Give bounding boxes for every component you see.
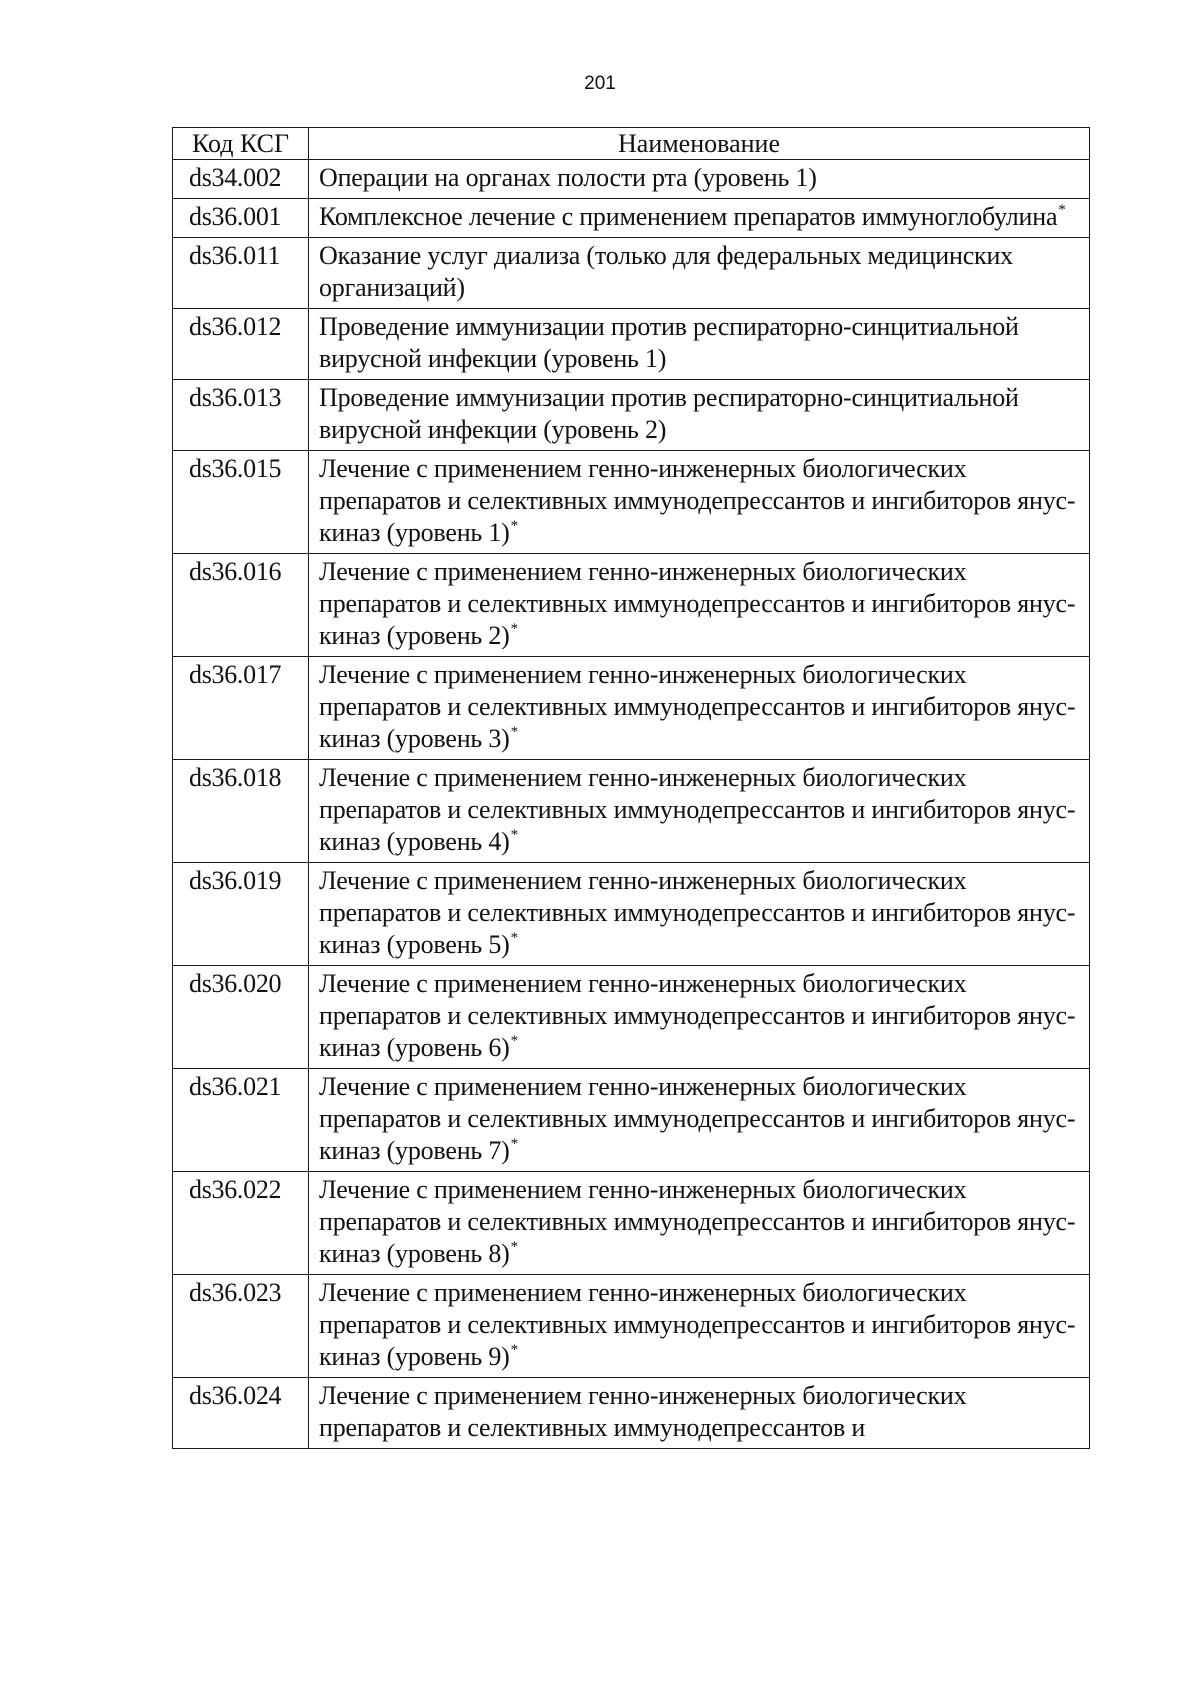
row-name-text: Лечение с применением генно-инженерных биологических препаратов и селективных иммунодепрессантов и ингибиторов янус-киназ (уровень 4) [319, 763, 1076, 856]
row-code: ds36.011 [173, 238, 309, 309]
table-row [173, 1172, 1090, 1275]
footnote-mark: * [1058, 202, 1066, 218]
table-row [173, 238, 1090, 309]
footnote-mark: * [510, 621, 518, 637]
column-header-name: Наименование [309, 128, 1090, 160]
table-row [173, 160, 1090, 199]
table-row [173, 380, 1090, 451]
table-row [173, 1275, 1090, 1378]
column-header-code: Код КСГ [173, 128, 309, 160]
footnote-mark: * [510, 1342, 518, 1358]
row-code: ds36.012 [173, 309, 309, 380]
row-name-text: Проведение иммунизации против респираторно-синцитиальной вирусной инфекции (уровень 2) [319, 383, 1019, 444]
table-row [173, 863, 1090, 966]
table-row [173, 309, 1090, 380]
row-code: ds36.023 [173, 1275, 309, 1378]
row-name [309, 966, 1090, 1069]
table-row [173, 451, 1090, 554]
row-name [309, 657, 1090, 760]
table-row [173, 554, 1090, 657]
row-name [309, 760, 1090, 863]
ksg-table [172, 127, 1090, 1449]
row-code: ds36.013 [173, 380, 309, 451]
row-name [309, 309, 1090, 380]
row-name [309, 1378, 1090, 1449]
row-code: ds36.017 [173, 657, 309, 760]
row-code: ds36.019 [173, 863, 309, 966]
footnote-mark: * [510, 930, 518, 946]
row-name-text: Лечение с применением генно-инженерных биологических препаратов и селективных иммунодепрессантов и ингибиторов янус-киназ (уровень 8) [319, 1175, 1076, 1268]
row-code: ds36.021 [173, 1069, 309, 1172]
table-row [173, 1378, 1090, 1449]
row-code: ds36.015 [173, 451, 309, 554]
row-code: ds36.024 [173, 1378, 309, 1449]
row-name-text: Лечение с применением генно-инженерных биологических препаратов и селективных иммунодепрессантов и ингибиторов янус-киназ (уровень 6) [319, 969, 1076, 1062]
row-name-text: Лечение с применением генно-инженерных биологических препаратов и селективных иммунодепрессантов и [319, 1381, 967, 1442]
row-name-text: Комплексное лечение с применением препаратов иммуноглобулина [319, 202, 1058, 231]
table-row [173, 966, 1090, 1069]
row-name-text: Оказание услуг диализа (только для федеральных медицинских организаций) [319, 241, 1013, 302]
row-code: ds36.020 [173, 966, 309, 1069]
row-name [309, 1275, 1090, 1378]
row-code: ds36.022 [173, 1172, 309, 1275]
footnote-mark: * [510, 1033, 518, 1049]
footnote-mark: * [510, 827, 518, 843]
footnote-mark: * [510, 1239, 518, 1255]
footnote-mark: * [510, 518, 518, 534]
row-name [309, 1172, 1090, 1275]
row-code: ds36.001 [173, 199, 309, 238]
row-name-text: Лечение с применением генно-инженерных биологических препаратов и селективных иммунодепрессантов и ингибиторов янус-киназ (уровень 1) [319, 454, 1076, 547]
row-name [309, 1069, 1090, 1172]
row-name-text: Лечение с применением генно-инженерных биологических препаратов и селективных иммунодепрессантов и ингибиторов янус-киназ (уровень 9) [319, 1278, 1076, 1371]
page-number: 201 [584, 73, 616, 94]
row-name-text: Проведение иммунизации против респираторно-синцитиальной вирусной инфекции (уровень 1) [319, 312, 1019, 373]
table-row [173, 760, 1090, 863]
row-name-text: Лечение с применением генно-инженерных биологических препаратов и селективных иммунодепрессантов и ингибиторов янус-киназ (уровень 2) [319, 557, 1076, 650]
row-name [309, 199, 1090, 238]
row-name-text: Лечение с применением генно-инженерных биологических препаратов и селективных иммунодепрессантов и ингибиторов янус-киназ (уровень 5) [319, 866, 1076, 959]
row-code: ds34.002 [173, 160, 309, 199]
row-name [309, 160, 1090, 199]
row-name [309, 554, 1090, 657]
table-row [173, 199, 1090, 238]
row-name [309, 238, 1090, 309]
row-name-text: Лечение с применением генно-инженерных биологических препаратов и селективных иммунодепрессантов и ингибиторов янус-киназ (уровень 7) [319, 1072, 1076, 1165]
footnote-mark: * [510, 724, 518, 740]
row-code: ds36.018 [173, 760, 309, 863]
row-name [309, 380, 1090, 451]
row-name [309, 451, 1090, 554]
row-name-text: Операции на органах полости рта (уровень 1) [319, 163, 817, 192]
row-name-text: Лечение с применением генно-инженерных биологических препаратов и селективных иммунодепрессантов и ингибиторов янус-киназ (уровень 3) [319, 660, 1076, 753]
table-body [173, 160, 1090, 1449]
footnote-mark: * [510, 1136, 518, 1152]
table-header-row [173, 128, 1090, 160]
row-code: ds36.016 [173, 554, 309, 657]
table-row [173, 657, 1090, 760]
table-row [173, 1069, 1090, 1172]
row-name [309, 863, 1090, 966]
